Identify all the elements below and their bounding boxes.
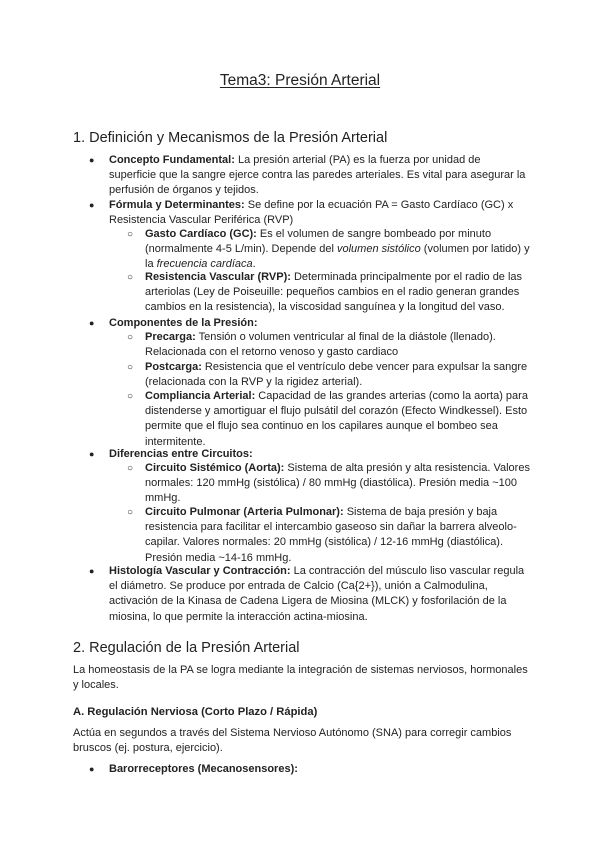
- list-item-compliancia: [145, 389, 530, 450]
- item-label: Gasto Cardíaco (GC):: [145, 228, 257, 240]
- list-item-precarga: [145, 330, 530, 360]
- item-label: Circuito Pulmonar (Arteria Pulmonar):: [145, 506, 344, 518]
- bullet-dot: ●: [89, 449, 95, 459]
- section-2-intro: La homeostasis de la PA se logra mediante la integración de sistemas nerviosos, hormonales y locales.: [73, 664, 528, 692]
- item-text: La contracción del músculo liso vascular regula el diámetro. Se produce por entrada de Calcio (Ca{2+}), unión a Calmodulina, activación de la Kinasa de Cadena Ligera de Miosina (MLCK) y fosforilación de la miosina, lo que permite la interacción actina-miosina.: [109, 565, 525, 623]
- bullet-circle: ○: [127, 463, 134, 474]
- list-item-gasto-cardiaco: [145, 227, 530, 273]
- bullet-dot: ●: [89, 318, 95, 328]
- section-1-heading: 1. Definición y Mecanismos de la Presión Arterial: [73, 130, 388, 146]
- item-text: La presión arterial (PA) es la fuerza por unidad de superficie que la sangre ejerce contra las paredes arteriales. Es vital para asegurar la perfusión de órganos y tejidos.: [109, 154, 526, 197]
- item-text: .: [252, 258, 256, 271]
- bullet-dot: ●: [89, 566, 95, 576]
- item-emphasis: volumen sistólico: [336, 243, 421, 256]
- item-text: Resistencia que el ventrículo debe vencer para expulsar la sangre (relacionada con la RVP y la rigidez arterial).: [145, 361, 528, 389]
- list-item-concepto: [109, 153, 529, 199]
- item-text: Sistema de alta presión y alta resistencia. Valores normales: 120 mmHg (sistólica) / 80 mmHg (diastólica). Presión media ~100 mmHg.: [145, 462, 530, 505]
- bullet-circle: ○: [127, 507, 134, 518]
- item-label: Histología Vascular y Contracción:: [109, 565, 291, 577]
- item-label: Concepto Fundamental:: [109, 154, 235, 166]
- item-text: Determinada principalmente por el radio de las arteriolas (Ley de Poiseuille: pequeños cambios en el radio generan grandes cambios en la resistencia), la viscosidad sanguínea y la longitud del vaso.: [145, 271, 523, 314]
- item-text: Se define por la ecuación PA = Gasto Cardíaco (GC) x Resistencia Vascular Periférica (RVP): [109, 199, 514, 227]
- list-item-resistencia-vascular: [145, 270, 530, 316]
- item-text: Tensión o volumen ventricular al final de la diástole (llenado). Relacionada con el retorno venoso y gasto cardiaco: [145, 331, 496, 359]
- subsection-a-heading: A. Regulación Nerviosa (Corto Plazo / Rápida): [73, 706, 318, 718]
- bullet-circle: ○: [127, 362, 134, 373]
- subsection-a-text: Actúa en segundos a través del Sistema Nervioso Autónomo (SNA) para corregir cambios bruscos (ej. postura, ejercicio).: [73, 727, 512, 755]
- item-label: Fórmula y Determinantes:: [109, 199, 245, 211]
- section-2-heading: 2. Regulación de la Presión Arterial: [73, 640, 300, 656]
- bullet-circle: ○: [127, 332, 134, 343]
- bullet-dot: ●: [89, 764, 95, 774]
- document-title: Tema3: Presión Arterial: [219, 72, 381, 89]
- bullet-circle: ○: [127, 272, 134, 283]
- item-emphasis: frecuencia cardíaca: [156, 258, 253, 271]
- list-item-circuitos: [109, 447, 529, 462]
- item-label: Postcarga:: [145, 361, 202, 373]
- item-text: Capacidad de las grandes arterias (como la aorta) para distenderse y amortiguar el flujo pulsátil del corazón (Efecto Windkessel). Esto permite que el flujo sea continuo en los capilares aunque el bombeo sea intermitente.: [145, 390, 528, 448]
- item-label: Circuito Sistémico (Aorta):: [145, 462, 285, 474]
- item-label: Componentes de la Presión:: [109, 317, 258, 329]
- item-label: Resistencia Vascular (RVP):: [145, 271, 291, 283]
- list-item-postcarga: [145, 360, 530, 390]
- item-text: (volumen por latido) y la: [145, 243, 530, 271]
- item-label: Precarga:: [145, 331, 196, 343]
- bullet-circle: ○: [127, 229, 134, 240]
- list-item-circuito-sistemico: [145, 461, 530, 507]
- bullet-circle: ○: [127, 391, 134, 402]
- item-label: Compliancia Arterial:: [145, 390, 256, 402]
- list-item-circuito-pulmonar: [145, 505, 530, 566]
- item-label: Barorreceptores (Mecanosensores):: [109, 763, 298, 775]
- item-label: Diferencias entre Circuitos:: [109, 448, 253, 460]
- list-item-histologia: [109, 564, 529, 625]
- list-item-barorreceptores: [109, 762, 529, 777]
- bullet-dot: ●: [89, 200, 95, 210]
- bullet-dot: ●: [89, 155, 95, 165]
- list-item-componentes: [109, 316, 529, 331]
- item-text: Sistema de baja presión y baja resistencia para facilitar el intercambio gaseoso sin dañar la barrera alveolo-capilar. Valores normales: 20 mmHg (sistólica) / 12-16 mmHg (diastólica). Presión media ~14-16 mmHg.: [145, 506, 517, 564]
- item-text: Es el volumen de sangre bombeado por minuto (normalmente 4-5 L/min). Depende del: [145, 228, 492, 256]
- list-item-formula: [109, 198, 529, 228]
